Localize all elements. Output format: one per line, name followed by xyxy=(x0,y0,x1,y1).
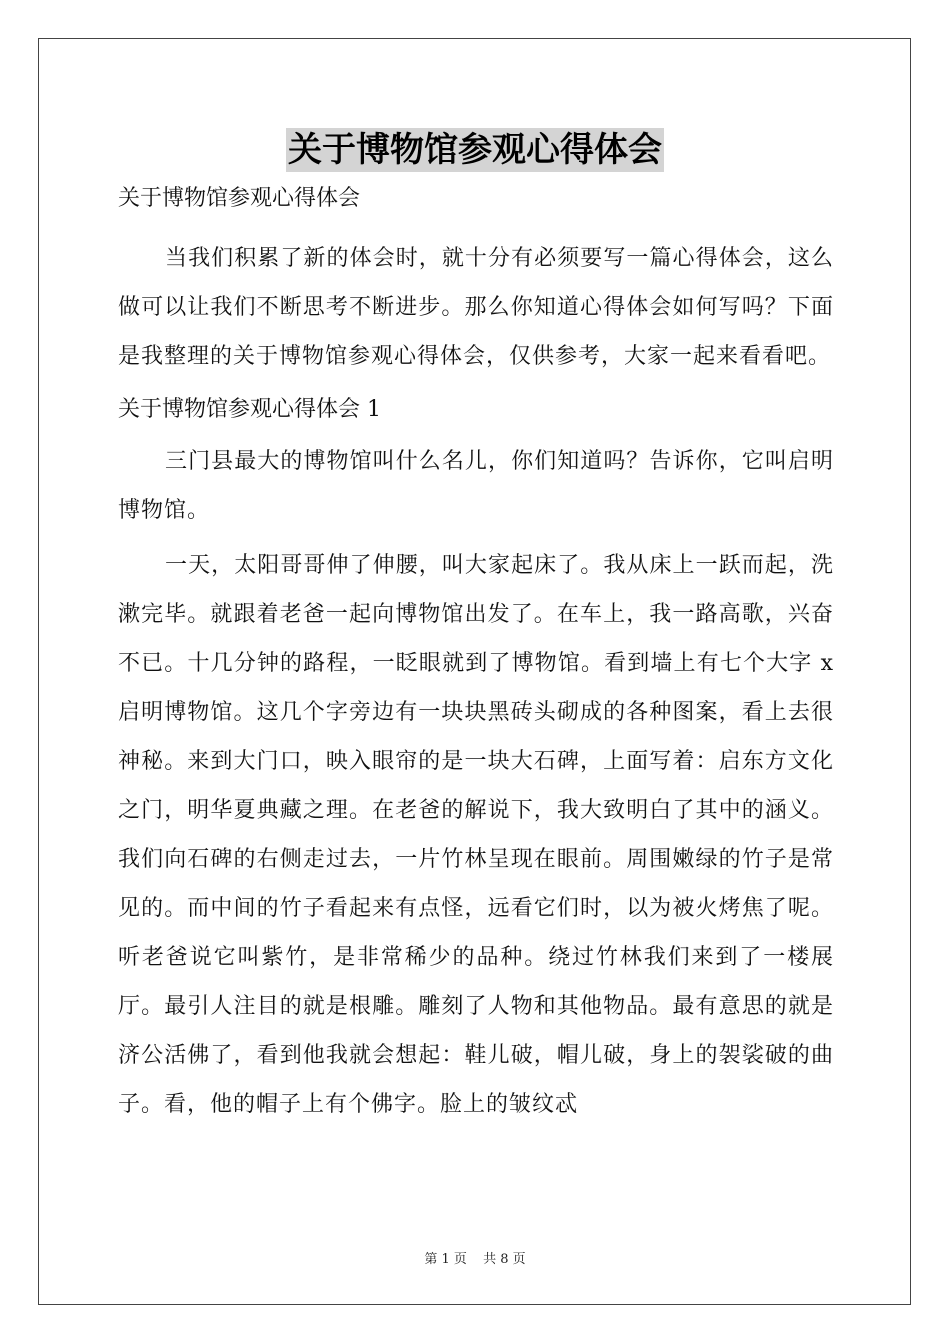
document-title: 关于博物馆参观心得体会 xyxy=(288,130,662,170)
document-subtitle: 关于博物馆参观心得体会 xyxy=(118,186,361,211)
intro-paragraph: 当我们积累了新的体会时，就十分有必须要写一篇心得体会，这么做可以让我们不断思考不断进步。那么你知道心得体会如何写吗？下面是我整理的关于博物馆参观心得体会，仅供参考，大家一起来看看吧。 xyxy=(118,246,834,369)
total-pages: 共 8 页 xyxy=(483,1252,526,1267)
document-body xyxy=(118,182,834,1129)
page-footer xyxy=(0,1248,950,1267)
title-container xyxy=(0,128,950,172)
body-paragraph-1: 三门县最大的博物馆叫什么名儿，你们知道吗？告诉你，它叫启明博物馆。 xyxy=(118,449,834,523)
body-paragraph-2: 一天，太阳哥哥伸了伸腰，叫大家起床了。我从床上一跃而起，洗漱完毕。就跟着老爸一起向博物馆出发了。在车上，我一路高歌，兴奋不已。十几分钟的路程，一眨眼就到了博物馆。看到墙上有七个大字 x 启明博物馆。这几个字旁边有一块块黑砖头砌成的各种图案，看上去很神秘。来到大门口，映入眼帘的是一块大石碑，上面写着：启东方文化之门，明华夏典藏之理。在老爸的解说下，我大致明白了其中的涵义。我们向石碑的右侧走过去，一片竹林呈现在眼前。周围嫩绿的竹子是常见的。而中间的竹子看起来有点怪，远看它们时，以为被火烤焦了呢。听老爸说它叫紫竹，是非常稀少的品种。绕过竹林我们来到了一楼展厅。最引人注目的就是根雕。雕刻了人物和其他物品。最有意思的就是济公活佛了，看到他我就会想起：鞋儿破，帽儿破，身上的袈裟破的曲子。看，他的帽子上有个佛字。脸上的皱纹忒 xyxy=(118,553,834,1117)
section-heading: 关于博物馆参观心得体会 1 xyxy=(118,397,381,422)
page-number: 第 1 页 xyxy=(424,1252,467,1267)
